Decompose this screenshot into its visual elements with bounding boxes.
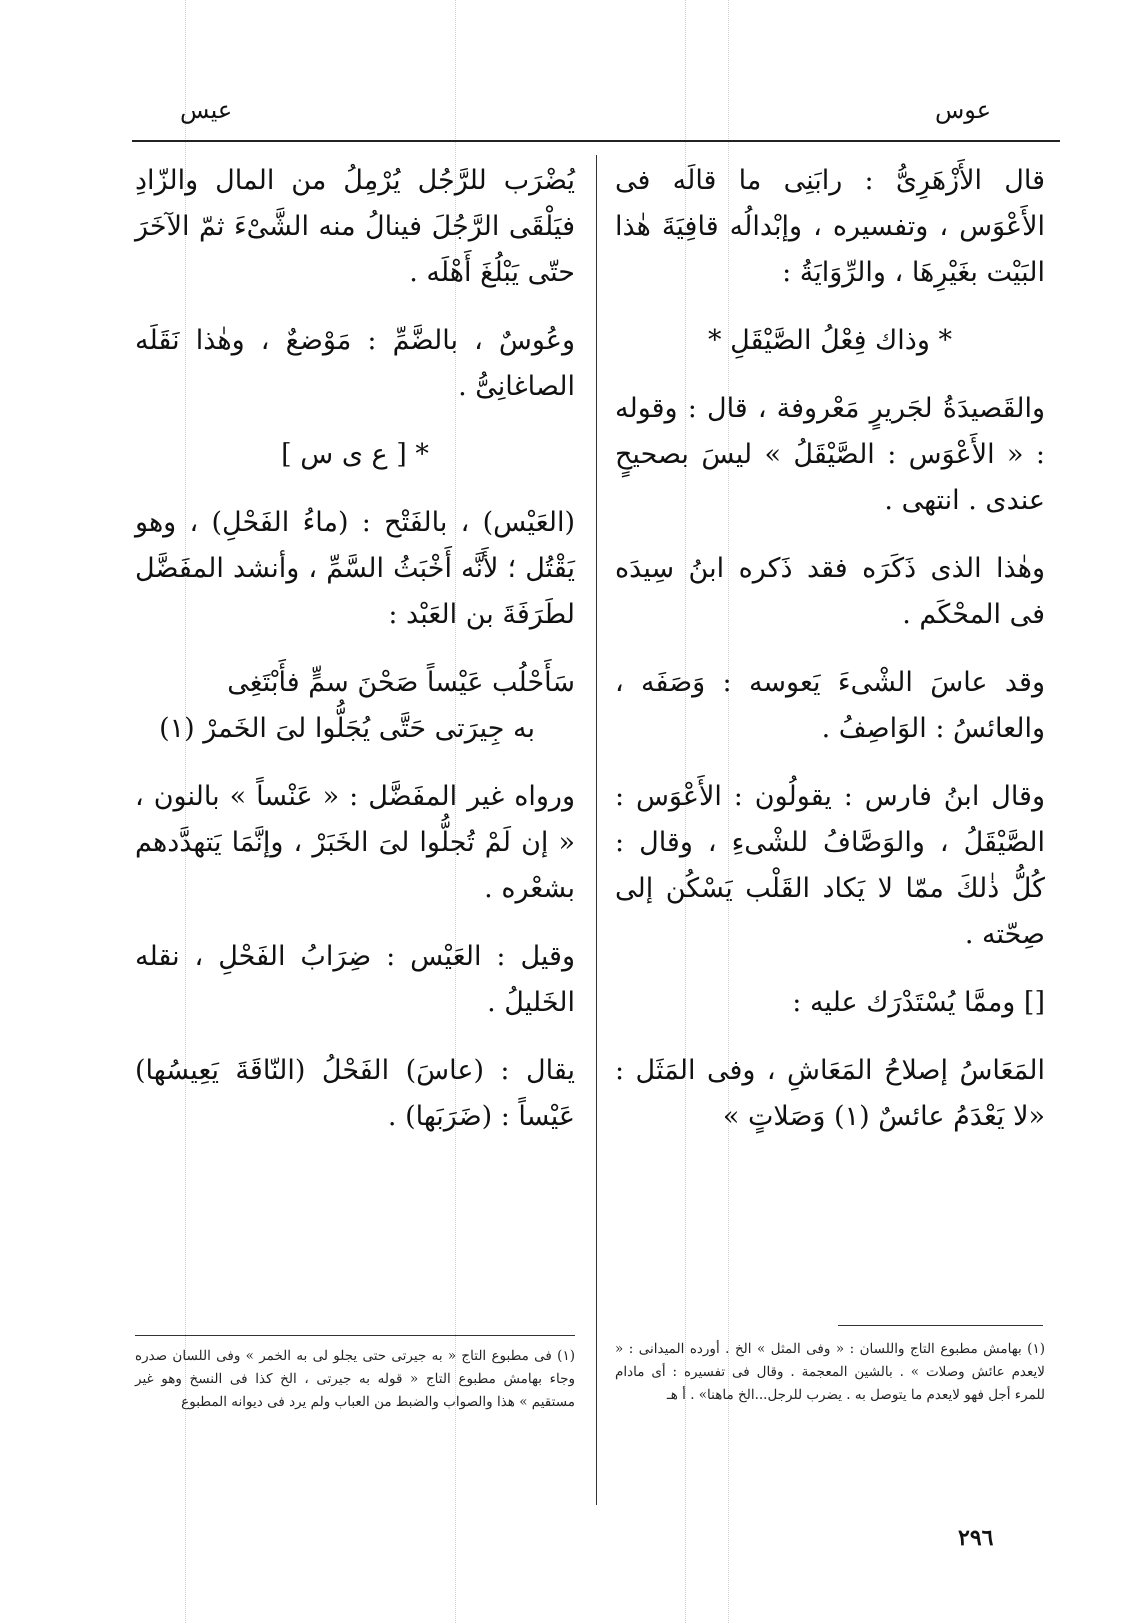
- column-divider: [596, 155, 597, 1505]
- left-column: [135, 158, 575, 1162]
- paragraph: ورواه غير المفَضَّل : « عَنْساً » بالنون ، « إن لَمْ تُجلُّوا لىَ الخَبَرْ ، وإنَّمَا يَتهدَّدهم بشعْره .: [135, 781, 575, 904]
- section-marker: [] وممَّا يُسْتَدْرَك عليه :: [792, 987, 1045, 1018]
- verse-line: به جِيرَتى حَتَّى يُجَلُّوا لىَ الخَمرْ (١): [159, 713, 535, 744]
- running-head-left: عيس: [180, 96, 233, 124]
- paragraph: المَعَاسُ إصلاحُ المَعَاشِ ، وفى المَثَل : «لا يَعْدَمُ عائسٌ (١) وَصَلاتٍ »: [615, 1055, 1045, 1132]
- footnote: (١) فى مطبوع التاج « به جيرتى حتى يجلو لى به الخمر » وفى اللسان صدره وجاء بهامش مطبوع التاج « قوله به جيرتى ، الخ كذا فى النسخ وهو غير مستقيم » هذا والصواب والضبط من العباب ولم يرد فى ديوانه المطبوع: [135, 1348, 575, 1410]
- verse-line: سَأَحْلُب عَيْساً صَحْنَ سمٍّ فأَبْتَغِى: [227, 667, 575, 698]
- paragraph: وقد عاسَ الشْىءَ يَعوسه : وَصَفَه ، والعائسُ : الوَاصِفُ .: [615, 667, 1045, 744]
- paragraph: قال الأَزْهَرِىُّ : رابَنِى ما قالَه فى الأَعْوَس ، وتفسيره ، وإبْدالُه قافِيَةَ هٰذا البَيْت بغَيْرِهَا ، والرِّوَايَةُ :: [615, 165, 1045, 288]
- entry-heading: * [ ع ى س ]: [281, 439, 429, 470]
- page-number: ٢٩٦: [958, 1525, 994, 1551]
- paragraph: وقال ابنُ فارس : يقولُون : الأَعْوَس : الصَّيْقَلُ ، والوَصَّافُ للشْىءِ ، وقال : كُلُّ ذٰلكَ ممّا لا يَكاد القَلْب يَسْكُن إلى صِحّته .: [615, 781, 1045, 950]
- footnote-rule: [135, 1335, 575, 1336]
- paragraph: والقَصيدَةُ لجَريرٍ مَعْروفة ، قال : وقوله : « الأَعْوَس : الصَّيْقَلُ » ليسَ بصحيحٍ عندى . انتهى .: [615, 393, 1045, 516]
- paragraph: يقال : (عاسَ) الفَحْلُ (النّاقَةَ يَعِيسُها) عَيْساً : (ضَرَبَها) .: [135, 1055, 575, 1132]
- footnote: (١) بهامش مطبوع التاج واللسان : « وفى المثل » الخ . أورده الميدانى : « لايعدم عائش وصلات » . بالشين المعجمة . وقال فى تفسيره : أى مادام للمرء أجل فهو لايعدم ما يتوصل به . يضرب للرجل...الخ ماهنا» . أ هـ: [615, 1341, 1045, 1403]
- paragraph: يُضْرَب للرَّجُل يُرْمِلُ من المال والزّادِ فيَلْقَى الرَّجُلَ فينالُ منه الشَّىْءَ ثمّ الآخَرَ حتّى يَبْلُغَ أَهْلَه .: [135, 165, 575, 288]
- header-rule: [132, 140, 1060, 142]
- paragraph: (العَيْس) ، بالفَتْح : (ماءُ الفَحْلِ) ، وهو يَقْتُل ؛ لأَنَّه أَخْبَثُ السَّمِّ ، وأنشد المفَضَّل لطَرَفَةَ بن العَبْد :: [135, 507, 575, 630]
- right-column: [615, 158, 1045, 1162]
- running-head-right: عوس: [935, 96, 992, 124]
- footnote-rule: [838, 1325, 1043, 1326]
- paragraph: وهٰذا الذى ذَكَرَه فقد ذَكره ابنُ سِيدَه فى المحْكَم .: [615, 553, 1045, 630]
- paragraph: وعُوسٌ ، بالضَّمِّ : مَوْضعٌ ، وهٰذا نَقَلَه الصاغانِىُّ .: [135, 325, 575, 402]
- verse-quote: * وذاك فِعْلُ الصَّيْقَلِ *: [708, 325, 952, 356]
- paragraph: وقيل : العَيْس : ضِرَابُ الفَحْلِ ، نقله الخَليلُ .: [135, 941, 575, 1018]
